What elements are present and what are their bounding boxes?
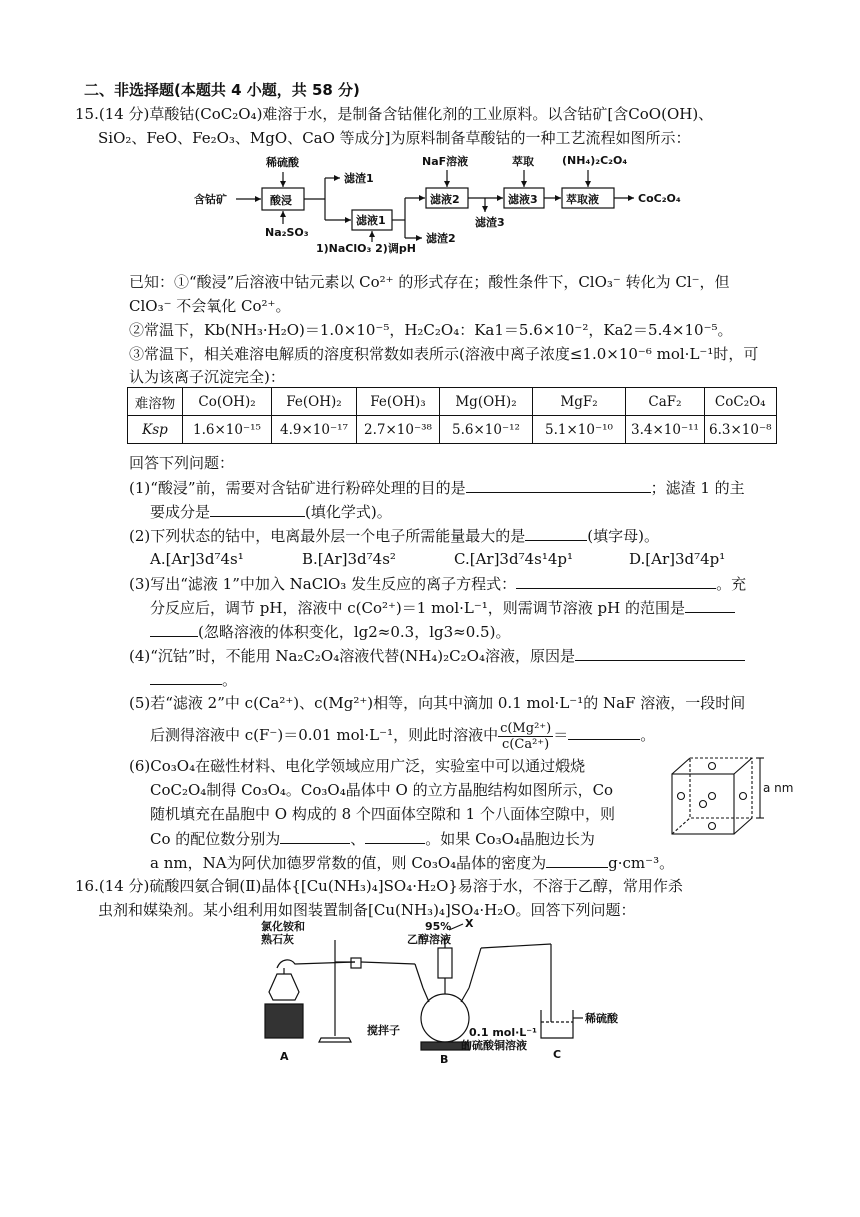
section-title: 二、非选择题(本题共 4 小题，共 58 分) — [84, 81, 360, 99]
flow-residue2: 滤渣2 — [426, 232, 456, 245]
part-5-cont: 后测得溶液中 c(F⁻)＝0.01 mol·L⁻¹，则此时溶液中 $\frac{\text{c(Mg²⁺)}}{\text{c(Ca²⁺)}}$ ＝ 。 — [150, 720, 656, 752]
q16-line1: 16.(14 分)硫酸四氨合铜(Ⅱ)晶体{[Cu(NH₃)₄]SO₄·H₂O}易溶于水，不溶于乙醇，常用作杀 — [75, 877, 683, 895]
atom — [740, 793, 747, 800]
table-cell: 6.3×10⁻⁸ — [705, 416, 777, 444]
atom — [678, 793, 685, 800]
label-x: X — [465, 917, 474, 930]
part-6: (6)Co₃O₄在磁性材料、电化学领域应用广泛，实验室中可以通过煅烧 — [129, 757, 586, 775]
answer-blank[interactable] — [568, 724, 640, 740]
label-b: B — [440, 1053, 449, 1066]
part-6-d: Co 的配位数分别为 、 。如果 Co₃O₄晶胞边长为 — [150, 830, 595, 848]
flow-product: CoC₂O₄ — [638, 192, 681, 205]
answer-blank[interactable] — [525, 525, 587, 541]
answer-blank[interactable] — [210, 501, 305, 517]
answer-blank[interactable] — [685, 597, 735, 613]
reagent-a-line2: 熟石灰 — [261, 933, 294, 946]
answer-blank[interactable] — [150, 621, 198, 637]
part-3: (3)写出“滤液 1”中加入 NaClO₃ 发生反应的离子方程式： 。充 — [129, 575, 747, 593]
ethanol-line1: 95% — [425, 920, 452, 933]
stirrer-label: 搅拌子 — [367, 1024, 400, 1037]
known-3: ③常温下，相关难溶电解质的溶度积常数如表所示(溶液中离子浓度≤1.0×10⁻⁶ mol·L⁻¹时，可 — [129, 345, 759, 363]
q15-line2: SiO₂、FeO、Fe₂O₃、MgO、CaO 等成分]为原料制备草酸钴的一种工艺流程如图所示： — [98, 129, 691, 147]
table-cell: 4.9×10⁻¹⁷ — [272, 416, 357, 444]
flow-acid: 稀硫酸 — [266, 156, 299, 169]
table-header: Co(OH)₂ — [183, 388, 272, 416]
table-cell: 2.7×10⁻³⁸ — [357, 416, 440, 444]
table-header: Fe(OH)₂ — [272, 388, 357, 416]
label-a: A — [280, 1050, 289, 1063]
known-1: 已知：①“酸浸”后溶液中钴元素以 Co²⁺ 的形式存在；酸性条件下，ClO₃⁻ 转化为 Cl⁻，但 — [129, 273, 730, 291]
table-cell: 5.6×10⁻¹² — [440, 416, 533, 444]
flow-residue1: 滤渣1 — [344, 172, 374, 185]
answer-blank[interactable] — [546, 852, 608, 868]
table-row — [128, 416, 777, 444]
table-header: CoC₂O₄ — [705, 388, 777, 416]
unit-cell-diagram — [664, 752, 794, 842]
table-header: Mg(OH)₂ — [440, 388, 533, 416]
cuso4-line1: 0.1 mol·L⁻¹ — [469, 1026, 537, 1039]
answer-prompt: 回答下列问题： — [129, 454, 235, 472]
q16-line2: 虫剂和媒染剂。某小组利用如图装置制备[Cu(NH₃)₄]SO₄·H₂O。回答下列问题： — [98, 901, 636, 919]
part-3-cont: 分反应后，调节 pH，溶液中 c(Co²⁺)＝1 mol·L⁻¹，则需调节溶液 pH 的范围是 — [150, 597, 735, 618]
flow-ore: 含钴矿 — [194, 193, 227, 206]
flow-filtrate3: 滤液3 — [508, 193, 538, 206]
answer-blank[interactable] — [280, 828, 350, 844]
table-header: 难溶物 — [128, 388, 183, 416]
known-2: ②常温下，Kb(NH₃·H₂O)＝1.0×10⁻⁵，H₂C₂O₄：Ka1＝5.6×10⁻²，Ka2＝5.4×10⁻⁵。 — [129, 321, 733, 339]
answer-blank[interactable] — [575, 645, 745, 661]
part-6-c: 随机填充在晶胞中 O 构成的 8 个四面体空隙和 1 个八面体空隙中，则 — [150, 805, 615, 823]
flow-naf: NaF溶液 — [422, 155, 469, 168]
known-3b: 认为该离子沉淀完全)： — [129, 368, 285, 386]
part-5: (5)若“滤液 2”中 c(Ca²⁺)、c(Mg²⁺)相等，向其中滴加 0.1 mol·L⁻¹的 NaF 溶液，一段时间 — [129, 694, 746, 712]
part-6-b: CoC₂O₄制得 Co₃O₄。Co₃O₄晶体中 O 的立方晶胞结构如图所示，Co — [150, 781, 614, 799]
table-header: MgF₂ — [533, 388, 626, 416]
atom — [709, 823, 716, 830]
answer-blank[interactable] — [150, 669, 222, 685]
cuso4-line2: 的硫酸铜溶液 — [461, 1039, 527, 1052]
part-3-cont2: (忽略溶液的体积变化，lg2≈0.3，lg3≈0.5)。 — [150, 621, 510, 642]
table-cell: 1.6×10⁻¹⁵ — [183, 416, 272, 444]
q15-line1: 15.(14 分)草酸钴(CoC₂O₄)难溶于水，是制备含钴催化剂的工业原料。以含钴矿[含CoO(OH)、 — [75, 105, 714, 123]
atom — [709, 793, 716, 800]
part-1-cont: 要成分是 (填化学式)。 — [150, 503, 392, 521]
concentration-ratio: $\frac{\text{c(Mg²⁺)}}{\text{c(Ca²⁺)}}$ — [500, 720, 552, 752]
part-6-g: a nm，NA为阿伏加德罗常数的值，则 Co₃O₄晶体的密度为 g·cm⁻³。 — [150, 854, 675, 872]
flow-extract-liquid: 萃取液 — [566, 193, 599, 206]
flow-residue3: 滤渣3 — [475, 216, 505, 229]
known-1b: ClO₃⁻ 不会氧化 Co²⁺。 — [129, 297, 291, 315]
table-cell: 5.1×10⁻¹⁰ — [533, 416, 626, 444]
flow-filtrate1: 滤液1 — [356, 214, 386, 227]
flow-oxalate: (NH₄)₂C₂O₄ — [562, 154, 628, 167]
flow-conditions: 1)NaClO₃ 2)调pH — [316, 242, 416, 255]
part-4: (4)“沉钴”时，不能用 Na₂C₂O₄溶液代替(NH₄)₂C₂O₄溶液，原因是 — [129, 645, 745, 666]
process-flow-diagram — [190, 152, 710, 256]
answer-blank[interactable] — [365, 828, 425, 844]
option-b: B.[Ar]3d⁷4s² — [302, 550, 396, 568]
option-a: A.[Ar]3d⁷4s¹ — [150, 550, 244, 568]
cell-edge-label: a nm — [763, 781, 794, 795]
table-header: CaF₂ — [626, 388, 705, 416]
apparatus-diagram — [255, 918, 625, 1068]
flow-extract: 萃取 — [512, 155, 534, 168]
atom — [700, 801, 707, 808]
flow-leach: 酸浸 — [270, 194, 292, 207]
part-4-cont: 。 — [150, 669, 237, 690]
reagent-a-line1: 氯化铵和 — [261, 920, 305, 933]
dilute-acid-label: 稀硫酸 — [585, 1012, 618, 1025]
ksp-table — [127, 387, 777, 444]
table-header-row — [128, 388, 777, 416]
table-header: Fe(OH)₃ — [357, 388, 440, 416]
answer-blank[interactable] — [466, 477, 651, 493]
flow-filtrate2: 滤液2 — [430, 193, 460, 206]
table-cell: 3.4×10⁻¹¹ — [626, 416, 705, 444]
option-d: D.[Ar]3d⁷4p¹ — [629, 550, 726, 568]
option-c: C.[Ar]3d⁷4s¹4p¹ — [454, 550, 573, 568]
part-1: (1)“酸浸”前，需要对含钴矿进行粉碎处理的目的是 ；滤渣 1 的主 — [129, 479, 745, 497]
answer-blank[interactable] — [516, 573, 716, 589]
label-c: C — [553, 1048, 562, 1061]
atom — [709, 763, 716, 770]
table-row-label: Ksp — [128, 416, 183, 444]
part-2: (2)下列状态的钴中，电离最外层一个电子所需能量最大的是 (填字母)。 — [129, 527, 659, 545]
flow-na2so3: Na₂SO₃ — [265, 226, 309, 239]
ethanol-line2: 乙醇溶液 — [407, 933, 451, 946]
